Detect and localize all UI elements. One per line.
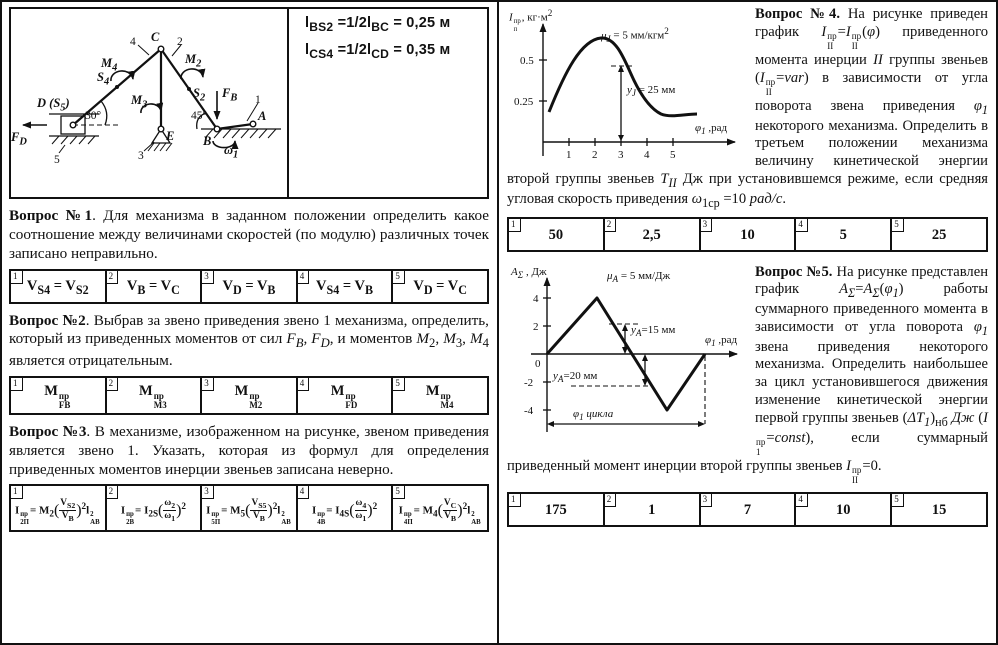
label-point-b: B <box>203 134 212 148</box>
question-3-text <box>9 423 489 480</box>
question-2-block <box>9 312 489 415</box>
inertia-curve <box>549 38 697 116</box>
answer-number-badge: 3 <box>202 486 214 499</box>
q4-answer-cell-5 <box>890 219 986 250</box>
answer-value: 10 <box>740 227 755 244</box>
y-tick-0-5: 0.5 <box>520 55 534 67</box>
q5-answer-cell-4 <box>794 494 890 525</box>
answer-number-badge: 5 <box>892 494 904 507</box>
q4-answer-cell-1 <box>509 219 603 250</box>
question-1-body: . Для механизма в заданном положении определить какое соотношение между величинами скоростей (по модулю) различных точек записано неправильно. <box>9 207 489 262</box>
answer-number-badge: 1 <box>11 486 23 499</box>
q1-answer-table <box>9 269 489 304</box>
y-tick-0: 0 <box>535 357 541 370</box>
question-4-heading: Вопрос №4. <box>755 6 840 22</box>
answer-value: 7 <box>743 502 752 519</box>
q5-graph-svg <box>507 266 747 444</box>
answer-number-badge: 3 <box>701 219 713 232</box>
q5-ya20-annotation: $y_A=20$ мм <box>553 369 598 384</box>
label-angle-30: 30° <box>85 110 102 122</box>
answer-number-badge: 2 <box>107 271 119 284</box>
q3-answer-cell-4 <box>296 486 392 530</box>
question-1-text <box>9 207 489 264</box>
q2-answer-cell-3 <box>200 378 296 413</box>
question-4-block <box>507 6 988 252</box>
point-s4 <box>115 85 119 89</box>
q3-answer-cell-1 <box>11 486 105 530</box>
answer-value: 50 <box>548 227 564 244</box>
label-moment-m4: $M_4$ <box>101 56 118 74</box>
answer-number-badge: 1 <box>509 494 521 507</box>
question-5-block <box>507 264 988 527</box>
label-point-a: A <box>258 109 267 123</box>
q2-answer-table <box>9 376 489 415</box>
question-3-heading: Вопрос №3 <box>9 422 87 440</box>
q1-answer-cell-3 <box>200 271 296 302</box>
answer-value: $V_{S4} = V_B$ <box>316 277 374 297</box>
x-tick-5: 5 <box>670 149 676 161</box>
label-angle-45: 45° <box>191 110 208 122</box>
arrowhead-down <box>642 379 648 386</box>
answer-number-badge: 5 <box>393 378 405 391</box>
slider-hatching <box>52 136 95 144</box>
x-tick-1: 1 <box>566 149 572 161</box>
q3-answer-cell-3 <box>200 486 296 530</box>
answer-value: M пр M4 <box>425 382 454 411</box>
question-3-block <box>9 423 489 533</box>
question-5-heading: Вопрос №5. <box>755 263 833 280</box>
q2-answer-cell-5 <box>391 378 487 413</box>
answer-number-badge: 1 <box>509 219 521 232</box>
answer-number-badge: 2 <box>107 378 119 391</box>
question-2-body: . Выбрав за звено приведения звено 1 механизма, определить, который из приведенных моментов от сил $F_B$, $F_D$, и моментов $M_2$, $M_3$, $M_4$ является отрицательным. <box>9 311 489 370</box>
answer-value: 25 <box>931 227 947 244</box>
answer-number-badge: 5 <box>393 271 405 284</box>
x-tick-2: 2 <box>592 149 598 161</box>
answer-number-badge: 3 <box>202 378 214 391</box>
q5-answer-table <box>507 492 988 527</box>
q1-answer-cell-4 <box>296 271 392 302</box>
y-tick-neg4: -4 <box>524 404 534 417</box>
mechanism-figure-row <box>9 7 489 199</box>
q5-y-axis-label: $A_\Sigma$ , Дж <box>511 265 547 280</box>
length-parameter-2: $l_{CS4} =1/2l_{CD} = 0,35$ м <box>305 41 451 61</box>
q2-answer-cell-2 <box>105 378 201 413</box>
y-tick-4: 4 <box>533 292 539 305</box>
x-tick-4: 4 <box>644 149 650 161</box>
point-s2 <box>187 87 191 91</box>
answer-value: M пр FB <box>44 382 71 411</box>
answer-number-badge: 2 <box>605 219 617 232</box>
q3-answer-cell-5 <box>391 486 487 530</box>
label-link-3: 3 <box>138 150 144 162</box>
q4-answer-cell-4 <box>794 219 890 250</box>
answer-number-badge: 1 <box>11 378 23 391</box>
answer-formula: I пр 2В = $I_{2S}$( $\frac{\omega_2}{\omega_1}$ )$^2$ <box>120 498 186 526</box>
question-1-heading: Вопрос №1 <box>9 207 93 224</box>
q5-answer-cell-1 <box>509 494 603 525</box>
label-link-4: 4 <box>130 36 136 48</box>
q5-answer-cell-2 <box>603 494 699 525</box>
length-parameter-1: $l_{BS2} =1/2l_{BC} = 0,25$ м <box>305 15 451 34</box>
label-link-1: 1 <box>255 94 261 106</box>
answer-value: 5 <box>839 227 847 244</box>
arrowhead-up <box>622 324 628 331</box>
answer-value: $V_B = V_C$ <box>126 277 180 297</box>
q3-answer-cell-2 <box>105 486 201 530</box>
q5-answer-cell-3 <box>699 494 795 525</box>
label-moment-m3: $M_3$ <box>131 93 148 111</box>
angle-30-arc <box>101 101 107 125</box>
q4-answer-cell-3 <box>699 219 795 250</box>
left-column <box>2 2 499 643</box>
arrowhead-down <box>618 135 624 141</box>
answer-value: 2,5 <box>642 227 661 244</box>
y-tick-0-25: 0.25 <box>514 96 534 108</box>
answer-value: $V_{S4} = V_{S2}$ <box>26 277 89 297</box>
answer-number-badge: 4 <box>298 486 310 499</box>
question-5-body: На рисунке представлен график $A_\Sigma=A_\Sigma(\varphi_1)$ работы суммарного приведенного момента в зависимости от угла поворота $\varphi_1$ звена приведения некоторого механизма. Определить наибольшее за цикл установившегося движения изменение кинетической энергии первой группы звеньев $(\Delta T_1)_{нб}$ Дж (I пр 1 =const), если суммарный приведенный момент инерции второй группы звеньев I пр II =0. <box>507 263 989 486</box>
answer-number-badge: 3 <box>701 494 713 507</box>
answer-value: 10 <box>836 502 851 519</box>
q5-ya15-annotation: $y_A=15$ мм <box>631 323 676 338</box>
q4-x-axis-label: $\varphi_1$ ,рад <box>695 122 728 137</box>
answer-formula: I пр 4В = $I_{4S}$( $\frac{\omega_4}{\omega_1}$ )$^2$ <box>312 498 378 526</box>
label-moment-m2: $M_2$ <box>185 52 202 70</box>
label-s2: $S_2$ <box>193 86 206 104</box>
q4-answer-cell-2 <box>603 219 699 250</box>
arrowhead-down <box>622 347 628 354</box>
answer-value: 175 <box>545 502 567 519</box>
answer-formula: I пр 5П = $M_5$( $\frac{V_{S5}}{V_B}$ )$^2$l 2 AB <box>206 498 291 526</box>
answer-number-badge: 4 <box>796 494 808 507</box>
question-2-text <box>9 312 489 371</box>
label-s4: $S_4$ <box>97 70 110 88</box>
answer-formula: I пр 2П = $M_2$( $\frac{V_{S2}}{V_B}$ )$^2$l 2 AB <box>14 498 100 526</box>
q1-answer-cell-5 <box>391 271 487 302</box>
y-tick-2: 2 <box>533 320 539 333</box>
answer-value: $V_D = V_B$ <box>222 277 276 297</box>
question-4-body: На рисунке приведен график I пр II =I пр II (φ) приведенного момента инерции II группы звеньев (I пр II =var) в зависимости от угла поворота звена приведения $\varphi_1$ некоторого механизма. Определить в третьем положении механизма величину кинетической энергии второй группы звеньев $T_{II}$ Дж при установившемся режиме, если средняя угловая скорость приведения $\omega_{1ср} =10$ рад/с. <box>507 6 988 210</box>
q2-answer-cell-4 <box>296 378 392 413</box>
q5-answer-cell-5 <box>890 494 986 525</box>
question-1-block <box>9 207 489 304</box>
arrowhead-up <box>642 354 648 361</box>
answer-value: 15 <box>931 502 947 519</box>
label-point-e: E <box>166 129 175 143</box>
answer-number-badge: 3 <box>202 271 214 284</box>
q3-answer-table <box>9 484 489 532</box>
answer-number-badge: 4 <box>298 271 310 284</box>
label-link-2: 2 <box>177 36 183 48</box>
q4-inertia-graph <box>507 8 747 168</box>
answer-number-badge: 5 <box>892 219 904 232</box>
moment-m2-arrow <box>181 69 203 79</box>
answer-number-badge: 1 <box>11 271 23 284</box>
ground-line <box>201 129 281 138</box>
arrowhead-left <box>547 421 554 427</box>
question-3-body: . В механизме, изображенном на рисунке, звеном приведения является звено 1. Указать, которая из формул для определения приведенных моментов инерции звеньев записана неверно. <box>9 422 489 478</box>
arrowhead-right <box>698 421 705 427</box>
label-omega1: $\omega_1$ <box>224 143 239 161</box>
label-link-5: 5 <box>54 154 60 166</box>
q5-work-graph <box>507 266 747 444</box>
q5-scale-label: $\mu_A = 5$ мм/Дж <box>607 269 671 284</box>
q5-cycle-label: $\varphi_1$ цикла <box>573 407 614 422</box>
label-force-fd: $F_D$ <box>11 130 27 148</box>
answer-value: $V_D = V_C$ <box>413 277 468 297</box>
q4-yj-annotation: $y_J = 25$ мм <box>627 84 676 99</box>
right-column <box>499 2 996 643</box>
answer-number-badge: 2 <box>107 486 119 499</box>
answer-formula: I пр 4П = $M_4$( $\frac{V_C}{V_B}$ )$^2$l 2 AB <box>398 498 481 526</box>
answer-value: M пр FD <box>330 382 358 411</box>
answer-value: M пр M2 <box>234 382 263 411</box>
q2-answer-cell-1 <box>11 378 105 413</box>
q1-answer-cell-1 <box>11 271 105 302</box>
q5-x-axis-label: $\varphi_1$ ,рад <box>705 333 738 348</box>
label-force-fb: $F_B$ <box>222 86 238 104</box>
q4-answer-table <box>507 217 988 252</box>
axis-ticks <box>539 60 676 146</box>
answer-number-badge: 2 <box>605 494 617 507</box>
answer-value: M пр M3 <box>139 382 167 411</box>
q1-answer-cell-2 <box>105 271 201 302</box>
x-tick-3: 3 <box>618 149 624 161</box>
q4-scale-label: $\mu_J = 5$ мм/кгм$^2$ <box>601 26 669 44</box>
answer-number-badge: 4 <box>298 378 310 391</box>
label-point-c: C <box>151 30 160 44</box>
figure-parameters <box>287 7 489 199</box>
question-2-heading: Вопрос №2 <box>9 311 86 329</box>
q4-y-axis-label: I пр п , $кг\cdot м^2$ <box>509 8 553 33</box>
y-tick-neg2: -2 <box>524 376 534 389</box>
answer-number-badge: 4 <box>796 219 808 232</box>
answer-value: 1 <box>648 502 656 519</box>
answer-number-badge: 5 <box>393 486 405 499</box>
label-point-d: D $(S_5)$ <box>37 96 70 114</box>
mechanism-diagram <box>9 7 289 199</box>
